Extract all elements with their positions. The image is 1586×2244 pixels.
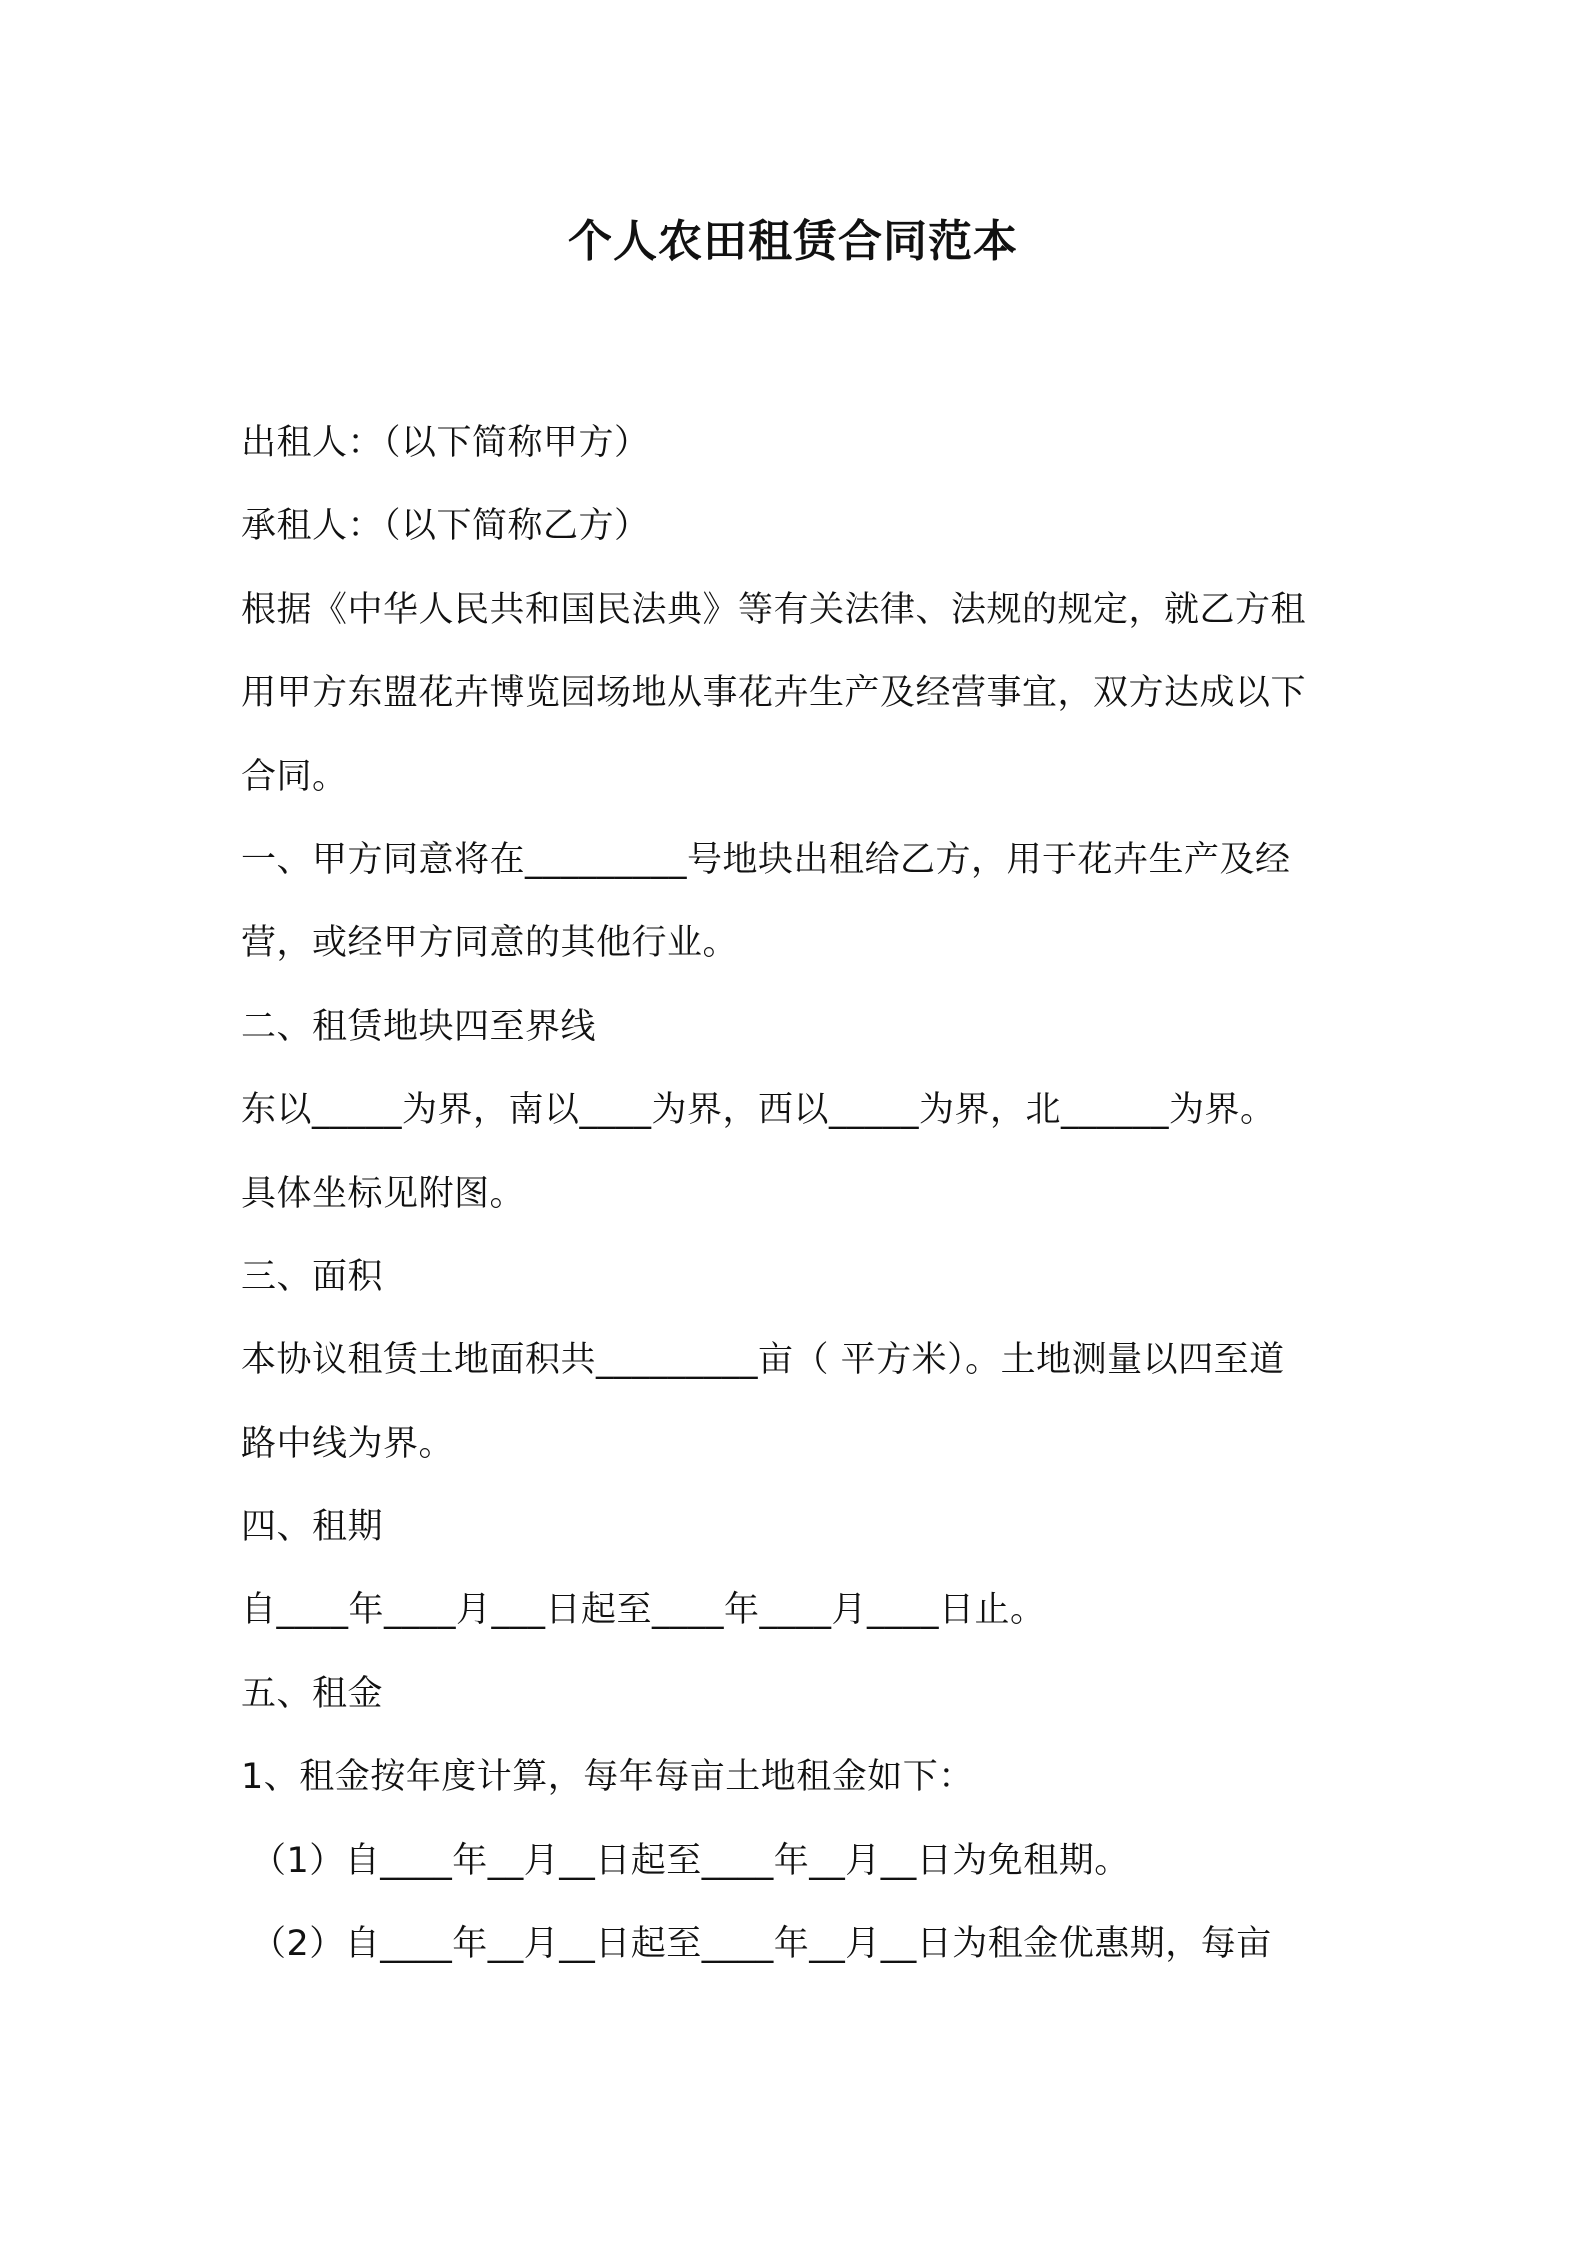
lessee-line: 承租人：（以下简称乙方） [241, 506, 650, 547]
document-title: 个人农田租赁合同范本 [568, 216, 1018, 267]
section-heading-rent: 五、租金 [241, 1673, 384, 1714]
rent-subitem-1: （1）自____年__月__日起至____年__月__日为免租期。 [251, 1840, 1130, 1881]
section-heading-boundaries: 二、租赁地块四至界线 [241, 1006, 597, 1047]
boundaries-line-2: 具体坐标见附图。 [241, 1173, 526, 1214]
preamble-line-1: 根据《中华人民共和国民法典》等有关法律、法规的规定，就乙方租 [241, 589, 1307, 630]
area-line-1: 本协议租赁土地面积共_________亩（ 平方米）。土地测量以四至道 [241, 1340, 1285, 1381]
lessor-line: 出租人：（以下简称甲方） [241, 423, 650, 463]
boundaries-line-1: 东以_____为界，南以____为界，西以_____为界，北______为界。 [241, 1090, 1276, 1131]
rent-item-1: 1、租金按年度计算，每年每亩土地租金如下： [241, 1757, 974, 1798]
preamble-line-2: 用甲方东盟花卉博览园场地从事花卉生产及经营事宜，双方达成以下 [241, 673, 1307, 714]
section-heading-term: 四、租期 [241, 1507, 384, 1548]
document-body [241, 402, 1359, 1986]
term-line: 自____年____月___日起至____年____月____日止。 [241, 1590, 1046, 1631]
clause-1-line-1: 一、甲方同意将在_________号地块出租给乙方，用于花卉生产及经 [241, 839, 1291, 880]
area-line-2: 路中线为界。 [241, 1423, 455, 1464]
section-heading-area: 三、面积 [241, 1256, 384, 1297]
rent-subitem-2: （2）自____年__月__日起至____年__月__日为租金优惠期，每亩 [251, 1924, 1272, 1965]
clause-1-line-2: 营，或经甲方同意的其他行业。 [241, 923, 739, 964]
preamble-line-3: 合同。 [241, 756, 348, 797]
